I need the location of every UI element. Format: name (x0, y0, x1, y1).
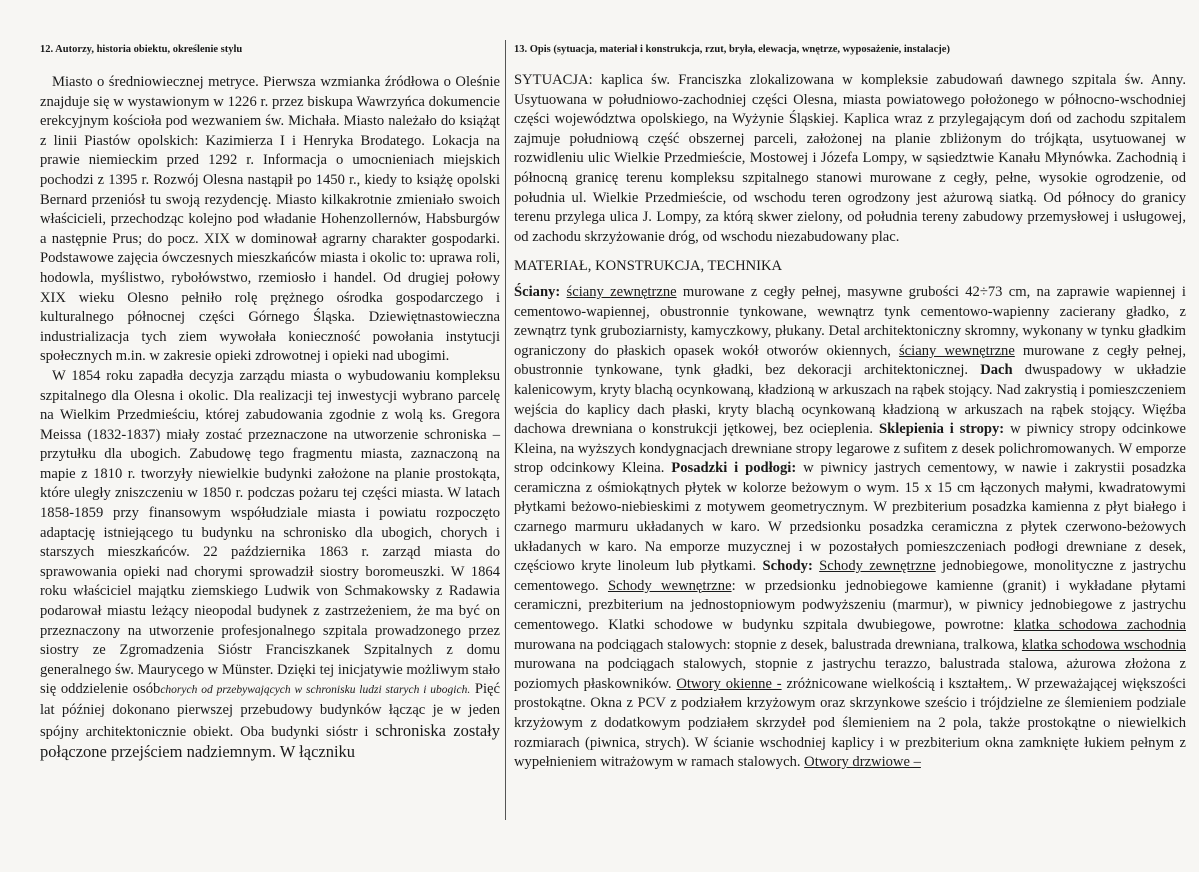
history-paragraph-2-end: Pięć lat później dokonano pierwszej przebudowy budynków łącząc je w jeden spójny architektonicznie obiekt. Oba budynki sióstr i (40, 681, 500, 740)
material-paragraph (514, 283, 1186, 773)
column-divider (505, 40, 506, 820)
windows-text: zróżnicowane wielkością i kształtem,. W przeważającej większości prostokątne. Okna z PCV z podziałem krzyżowym oraz skrzynkowe sześcio i trójdzielne ze ślemieniem podziale krzyżowym z dodatkowym podziałem skrzydeł pod ślemieniem na 2 pola, także prostokątne o niewielkich rozmiarach (piwnica, strych). W ścianie wschodniej kaplicy i w prezbiterium okna zamknięte łukiem pełnym z wypełnieniem witrażowym w ramach stalowych. (514, 675, 1187, 771)
history-paragraph-2 (40, 367, 500, 764)
windows-term: Otwory okienne - (676, 675, 782, 692)
walls-text-1: murowane z cegły pełnej, masywne grubości 42÷73 cm, na zaprawie wapiennej i cementowo-wapiennej, obustronnie tynkowane, wewnątrz tynk cementowo-wapienny zacierany gładko, z zewnątrz tynk gruboziarnisty, kamyczkowy, płukany. Detal architektoniczny skromny, wykonany w tynku gładkim ograniczony do płaskich opasek wokół otworów okiennych, (514, 283, 1186, 359)
walls-external-term: ściany zewnętrzne (566, 283, 677, 300)
history-paragraph-2-text: W 1854 roku zapadła decyzja zarządu miasta o wybudowaniu kompleksu szpitalnego dla Olesna i okolic. Dla realizacji tej inwestycji wybrano parcelę na Wielkim Przedmieściu, której zabudowania zgodnie z wolą ks. Gregora Meissa (1832-1837) miały zostać przeznaczone na utworzenie schroniska – przytułku dla ubogich. Zabudowę tego fragmentu miasta, zaznaczoną na mapie z 1810 r. tworzyły niewielkie budynki założone na planie prostokąta, które uległy zniszczeniu w 1850 r. podczas pożaru tej części miasta. W latach 1858-1859 przy finansowym współudziale miasta i powiatu rozpoczęto adaptację istniejącego tu budynku na schronisko dla ubogich, chorych i starszych mieszkańców. 22 października 1863 r. zarząd miasta do sprawowania opieki nad chorymi sprowadził siostry boromeuszki. W 1864 roku właściciel majątku ziemskiego Ludwik von Schmakowsky z Radawia podarował miastu leżący nieopodal budynek z zastrzeżeniem, że ma być on przeznaczony na utworzenie profesjonalnego szpitala prowadzonego przez siostry ze Zgromadzenia Sióstr Franciszkanek Szpitalnych z domu generalnego św. Maurycego w Münster. Dzięki tej inicjatywie możliwym stało się oddzielenie osób (40, 367, 500, 698)
roof-label: Dach (980, 362, 1013, 379)
stairs-text-3: murowana na podciągach stalowych: stopnie z desek, balustrada drewniana, tralkowa, (514, 636, 1022, 653)
history-paragraph-2-small: chorych od przebywających w schronisku ludzi starych i ubogich. (160, 684, 471, 697)
walls-text-2: murowane z cegły pełnej, obustronnie tynkowane, tynk gładki, bez dekoracji architektonicznej. (514, 342, 1186, 379)
stairs-text-4: murowana na podciągach stalowych, stopnie z jastrychu terazzo, balustrada stalowa, ażurowa złożona z poziomych płaskowników. (514, 656, 1186, 692)
section-12-heading: 12. Autorzy, historia obiektu, określenie stylu (40, 44, 243, 55)
section-13-body (514, 71, 1186, 773)
floor-label: Posadzki i podłogi: (671, 460, 797, 477)
history-paragraph-2-big: schroniska zostały połączone przejściem nadziemnym. W łączniku (40, 720, 500, 762)
section-13-heading: 13. Opis (sytuacja, materiał i konstrukcja, rzut, bryła, elewacja, wnętrze, wyposażenie, instalacje) (514, 44, 950, 55)
floor-text: w piwnicy jastrych cementowy, w nawie i zakrystii posadzka ceramiczna z ośmiokątnych płytek w kolorze beżowym o wym. 15 x 15 cm łączonych małymi, kwadratowymi płytkami beżowo-niebieskimi z motywem geometrycznym. W prezbiterium posadzka kamienna z płyt białego i czarnego marmuru układanych w karo. W przedsionku posadzka ceramiczna z płytek czerwono-beżowych układanych w karo. Na emporze muzycznej i w pozostałych pomieszczeniach podłogi drewniane z desek, częściowo kryte linoleum lub płytkami. (514, 460, 1186, 575)
walls-label: Ściany: (514, 283, 561, 300)
stairs-text-2: : w przedsionku jednobiegowe kamienne (granit) i wykładane płytami ceramiczni, prezbiterium na jednostopniowym podwyższeniu (marmur), w piwnicy jednobiegowe z jastrychu cementowego. Klatki schodowe w budynku szpitala dwubiegowe, powrotne: (514, 577, 1186, 634)
vault-label: Sklepienia i stropy: (878, 421, 1005, 438)
stairs-text-1: jednobiegowe, monolityczne z jastrychu cementowego. (514, 558, 1186, 594)
situation-paragraph: SYTUACJA: kaplica św. Franciszka zlokalizowana w kompleksie zabudowań dawnego szpitala św. Anny. Usytuowana w południowo-zachodniej części Olesna, miasta powiatowego położonego w północno-wschodniej części województwa opolskiego, na Wyżynie Śląskiej. Kaplica wraz z przylegającym doń od zachodu szpitalem zajmuje południową część obszernej parceli, założonej na planie zbliżonym do trójkąta, usytuowanej w rozwidleniu ulic Wielkie Przedmieście, Mostowej i Józefa Lompy, w sąsiedztwie Kanału Młynówka. Zachodnią i północną granicę terenu kompleksu szpitalnego stanowi murowane z cegły, pełne, wysokie ogrodzenie, od południa ul. Wielkie Przedmieście, od wschodu teren ogrodzony jest ażurową siatką. Od północy do granicy terenu przylega ulica J. Lompy, za którą skwer zielony, od południa tereny zabudowy przemysłowej i usługowej, od zachodu skrzyżowanie dróg, od wschodu niezabudowany plac. (514, 72, 1186, 245)
section-12-body (40, 73, 500, 764)
stairs-west-term: klatka schodowa zachodnia (1013, 617, 1186, 634)
roof-text: dwuspadowy w układzie kalenicowym, kryty blachą ocynkowaną, kładzioną w arkuszach na rąbek stojący. Nad zakrystią i pomieszczeniem wejścia do kaplicy dach płaski, kryty blachą ocynkowaną kładzioną w arkuszach na rąbek stojący. Więźba dachowa drewniana o konstrukcji jętkowej, bez ocieplenia. (514, 362, 1186, 438)
walls-internal-term: ściany wewnętrzne (899, 342, 1015, 359)
stairs-label: Schody: (762, 558, 813, 575)
stairs-external-term: Schody zewnętrzne (819, 558, 936, 575)
vault-text: w piwnicy stropy odcinkowe Kleina, na wyższych kondygnacjach drewniane stropy legarowe z sufitem z desek polichromowanych. W emporze strop odcinkowy Kleina. (514, 421, 1186, 477)
stairs-internal-term: Schody wewnętrzne (607, 577, 732, 594)
doors-term: Otwory drzwiowe – (804, 754, 921, 771)
stairs-east-term: klatka schodowa wschodnia (1021, 636, 1186, 653)
material-section-title: MATERIAŁ, KONSTRUKCJA, TECHNIKA (514, 258, 783, 275)
history-paragraph-1: Miasto o średniowiecznej metryce. Pierwsza wzmianka źródłowa o Oleśnie znajduje się w wystawionym w 1226 r. przez biskupa Wawrzyńca dokumencie erekcyjnym kościoła pod wezwaniem św. Michała. Miasto należało do książąt z linii Piastów opolskich: Kazimierza I i Henryka Brodatego. Lokacja na prawie niemieckim przed 1292 r. Informacja o umocnieniach miejskich pochodzi z 1395 r. Rozwój Olesna nastąpił po 1450 r., kiedy to książę opolski Bernard przeniósł tu swoją rezydencję. Miasto kilkakrotnie zmieniało swoich właścicieli, przechodząc kolejno pod władanie Hohenzollernów, Habsburgów a następnie Prus; do pocz. XIX w dominował agrarny charakter gospodarki. Podstawowe zajęcia ówczesnych mieszkańców miasta i okolic to: uprawa roli, hodowla, myślistwo, rybołówstwo, rzemiosło i handel. Od drugiej połowy XIX wieku Olesno pełniło rolę prężnego ośrodka gospodarczego i kulturalnego północnej części Górnego Śląska. Dziewiętnastowieczna industrializacja tych ziem wywołała konieczność powołania instytucji społecznych m.in. w zakresie opieki zdrowotnej i opieki nad ubogimi. (40, 74, 500, 365)
